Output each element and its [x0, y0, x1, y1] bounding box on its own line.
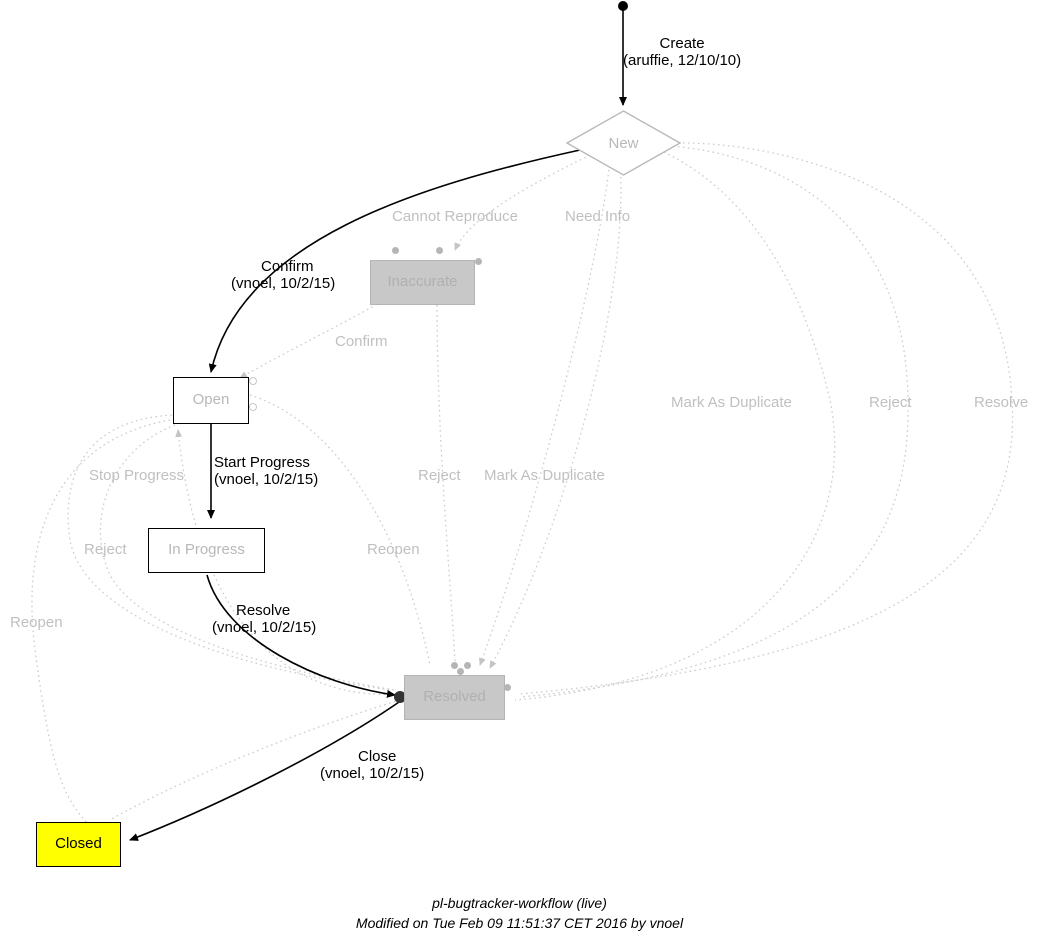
- edge-label-resolve: [212, 602, 316, 636]
- edge-label-start-progress-line2: (vnoel, 10/2/15): [214, 471, 319, 488]
- edge-label-create-line2: (aruffie, 12/10/10): [623, 52, 742, 69]
- edge-label-reopen-mid: Reopen: [367, 541, 420, 558]
- edge-label-mark-as-duplicate-mid: Mark As Duplicate: [484, 467, 605, 484]
- node-new[interactable]: [566, 110, 681, 176]
- handle-inaccurate-top-left[interactable]: [392, 247, 399, 254]
- handle-resolved-top-left[interactable]: [451, 662, 458, 669]
- edge-label-resolve-line2: (vnoel, 10/2/15): [212, 619, 317, 636]
- handle-open-top-right[interactable]: [249, 377, 257, 385]
- node-open[interactable]: [173, 377, 249, 424]
- edge-label-reject-left: Reject: [84, 541, 127, 558]
- handle-inaccurate-right[interactable]: [475, 258, 482, 265]
- edge-label-confirm-line2: (vnoel, 10/2/15): [231, 275, 336, 292]
- diagram-title: pl-bugtracker-workflow (live): [432, 895, 607, 911]
- edge-label-create: [623, 35, 741, 69]
- node-new-label: New: [608, 134, 639, 152]
- node-inaccurate[interactable]: [370, 260, 475, 305]
- start-dot: [618, 1, 628, 11]
- edge-label-start-progress-line1: Start Progress: [214, 454, 310, 471]
- edge-label-stop-progress: Stop Progress: [89, 467, 185, 484]
- handle-inaccurate-top[interactable]: [436, 247, 443, 254]
- node-in-progress-label: In Progress: [168, 541, 245, 559]
- edge-label-start-progress: [214, 454, 318, 488]
- handle-resolved-top[interactable]: [464, 662, 471, 669]
- node-resolved-label: Resolved: [423, 688, 486, 706]
- edge-label-reject-right: Reject: [869, 394, 912, 411]
- edge-label-close-line2: (vnoel, 10/2/15): [320, 765, 425, 782]
- edge-label-need-info: Need Info: [565, 208, 631, 225]
- node-resolved[interactable]: [404, 675, 505, 720]
- edge-label-create-line1: Create: [659, 35, 705, 52]
- diagram-subtitle: Modified on Tue Feb 09 11:51:37 CET 2016 by vnoel: [355, 915, 684, 931]
- edge-label-reopen-left: Reopen: [10, 614, 63, 631]
- node-closed-label: Closed: [55, 835, 102, 853]
- node-closed[interactable]: [36, 822, 121, 867]
- edge-label-reject-mid: Reject: [418, 467, 461, 484]
- handle-resolved-top-mid[interactable]: [457, 668, 464, 675]
- edge-label-resolve-right: Resolve: [974, 394, 1029, 411]
- node-inaccurate-label: Inaccurate: [387, 273, 458, 291]
- edge-label-confirm: [231, 258, 335, 292]
- edge-label-resolve-line1: Resolve: [236, 602, 291, 619]
- edge-label-close: [320, 748, 424, 782]
- handle-resolved-right[interactable]: [504, 684, 511, 691]
- edge-label-confirm-line1: Confirm: [261, 258, 314, 275]
- edge-label-mark-as-duplicate-right: Mark As Duplicate: [671, 394, 792, 411]
- handle-open-right[interactable]: [249, 403, 257, 411]
- edge-label-confirm-ghost: Confirm: [335, 333, 388, 350]
- edge-label-close-line1: Close: [358, 748, 397, 765]
- edge-label-cannot-reproduce: Cannot Reproduce: [392, 208, 518, 225]
- node-open-label: Open: [192, 391, 230, 409]
- node-in-progress[interactable]: [148, 528, 265, 573]
